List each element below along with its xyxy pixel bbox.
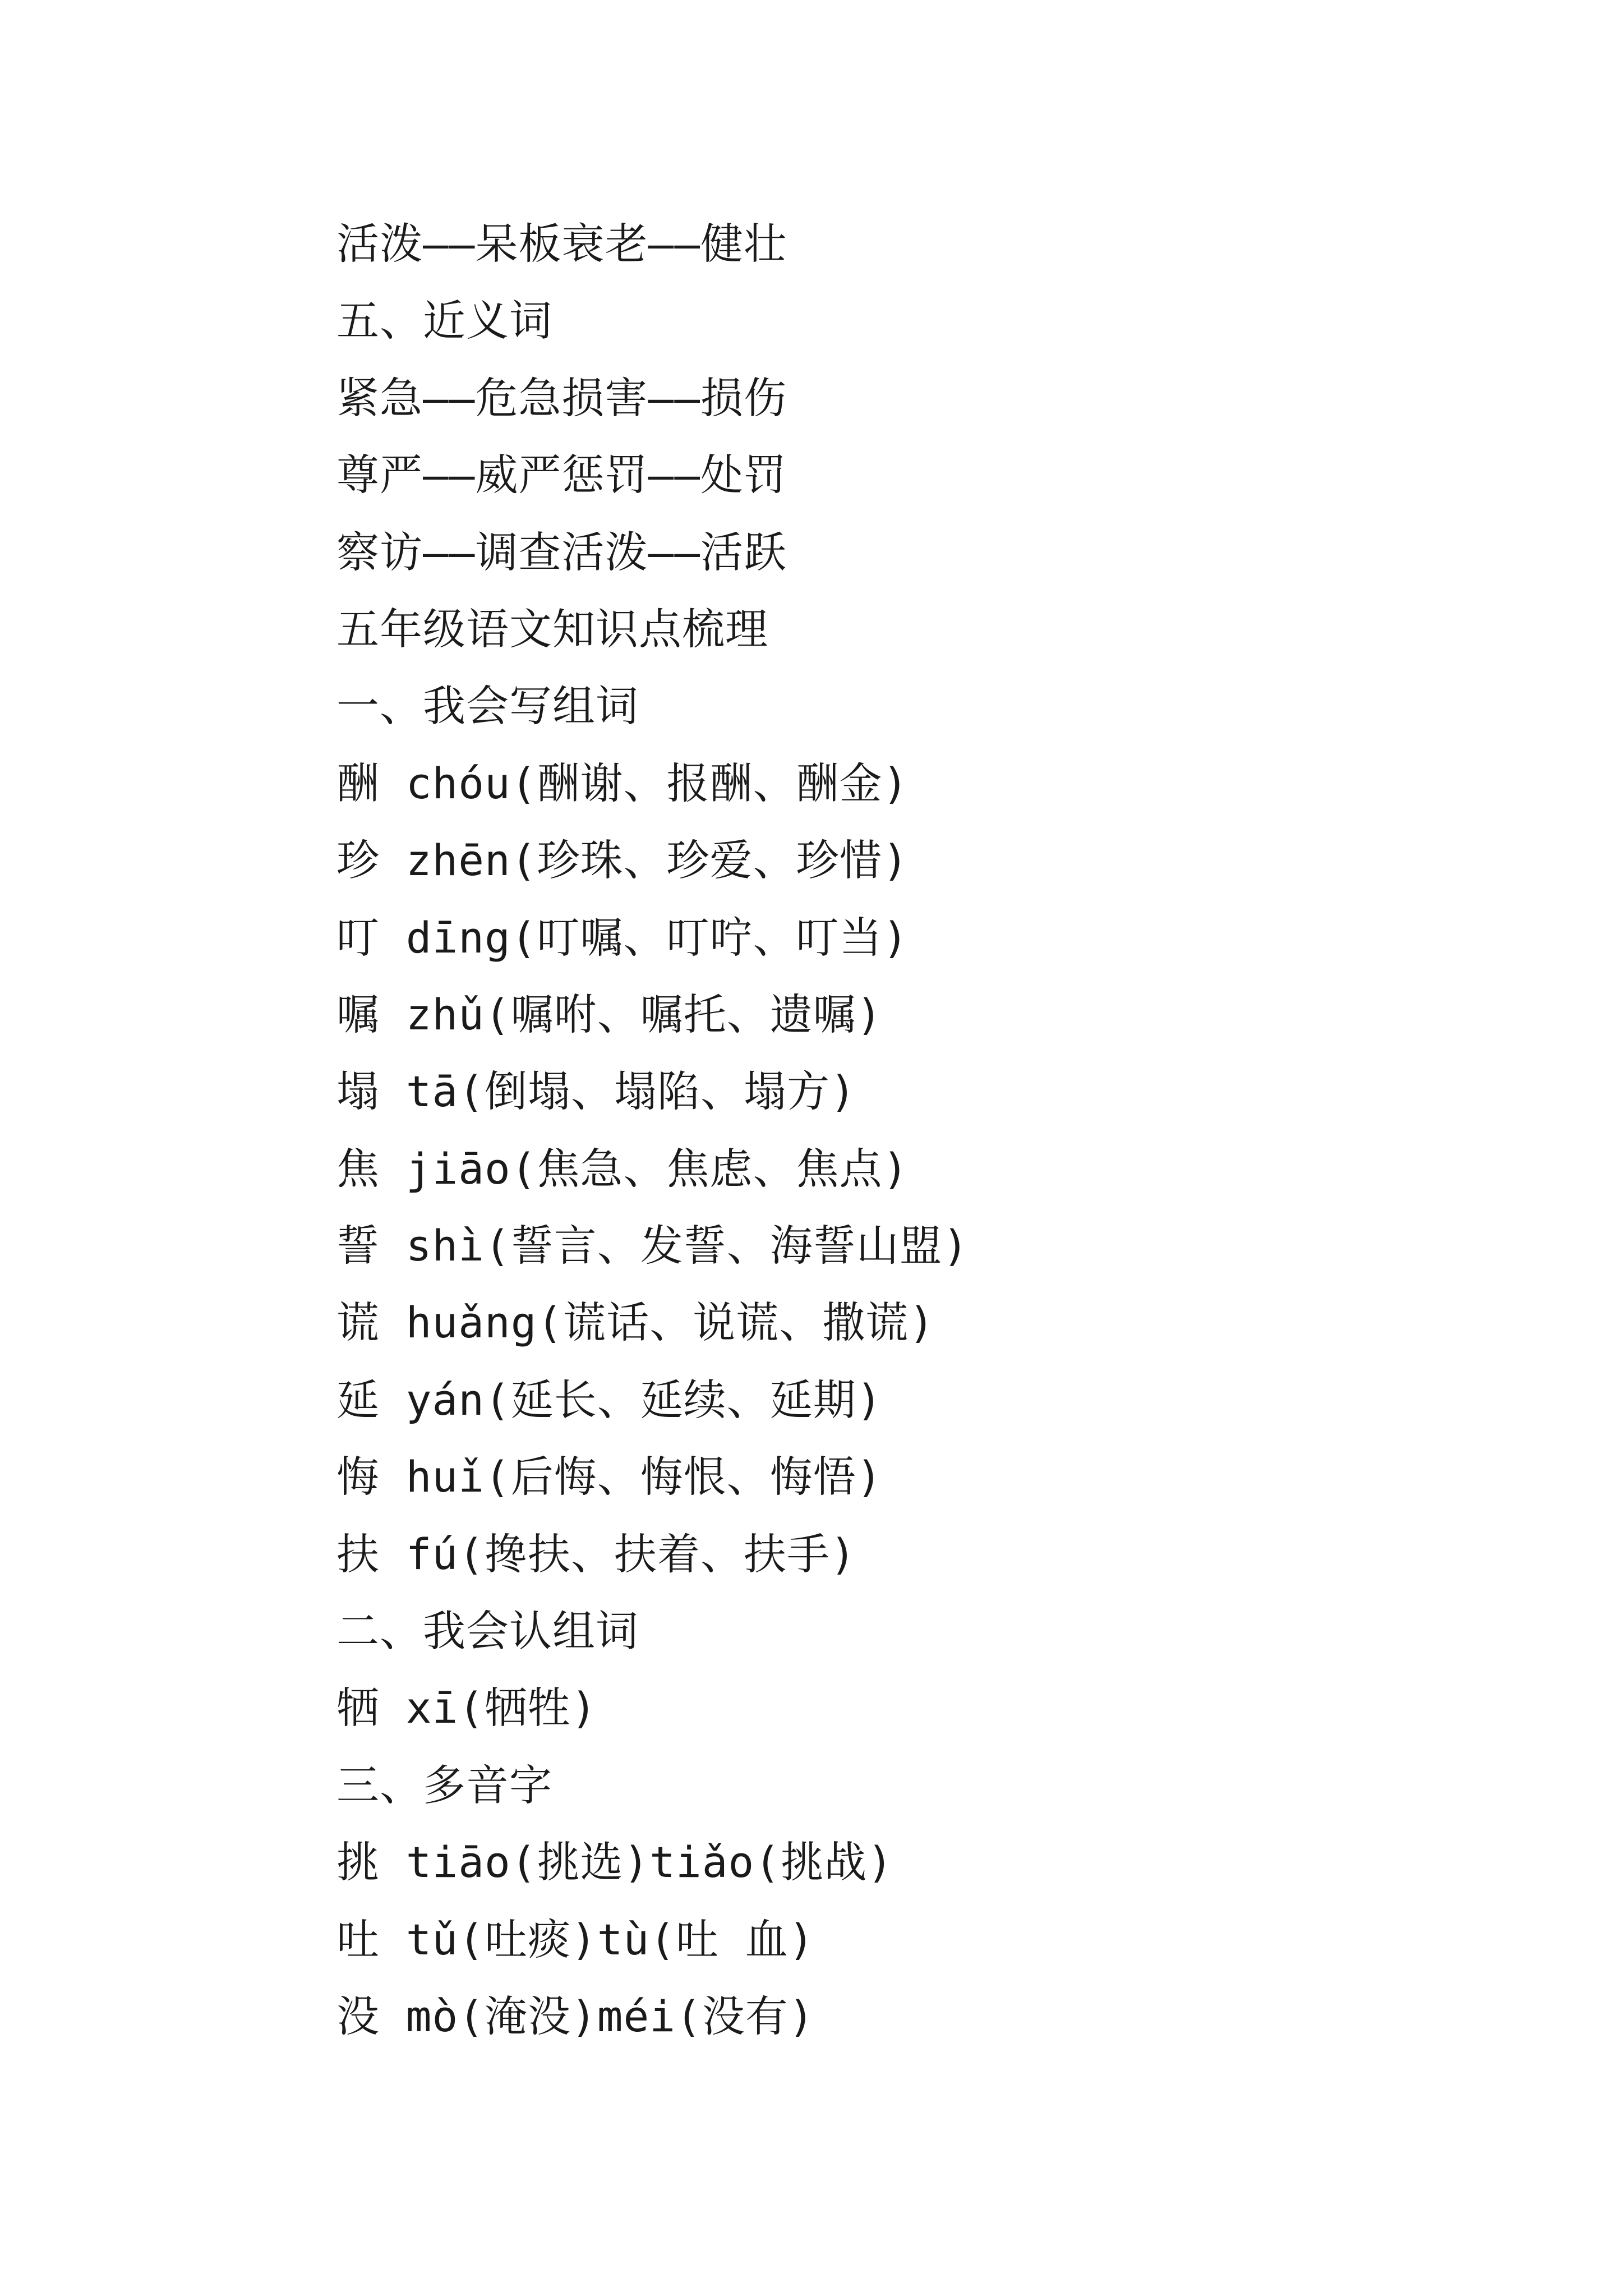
document-title: 五年级语文知识点梳理 — [336, 604, 768, 654]
polyphone-entry: 吐 tǔ(吐痰)tù(吐 血) — [336, 1914, 815, 1964]
vocab-entry: 珍 zhēn(珍珠、珍爱、珍惜) — [336, 835, 909, 886]
section-heading-polyphones: 三、多音字 — [336, 1760, 552, 1810]
section-heading-synonyms: 五、近义词 — [336, 296, 552, 346]
vocab-entry: 嘱 zhǔ(嘱咐、嘱托、遗嘱) — [336, 989, 883, 1039]
synonym-line: 察访——调查活泼——活跃 — [336, 527, 787, 577]
vocab-entry: 牺 xī(牺牲) — [336, 1683, 597, 1733]
antonym-line: 活泼——呆板衰老——健壮 — [336, 219, 787, 269]
vocab-entry: 焦 jiāo(焦急、焦虑、焦点) — [336, 1143, 909, 1194]
section-heading-write-words: 一、我会写组词 — [336, 681, 639, 731]
vocab-entry: 谎 huǎng(谎话、说谎、撒谎) — [336, 1297, 935, 1348]
vocab-entry: 酬 chóu(酬谢、报酬、酬金) — [336, 758, 909, 808]
document-body — [336, 205, 1514, 2055]
polyphone-entry: 挑 tiāo(挑选)tiǎo(挑战) — [336, 1837, 893, 1888]
vocab-entry: 悔 huǐ(后悔、悔恨、悔悟) — [336, 1452, 883, 1502]
section-heading-recognize-words: 二、我会认组词 — [336, 1606, 639, 1657]
polyphone-entry: 没 mò(淹没)méi(没有) — [336, 1991, 815, 2041]
synonym-line: 紧急——危急损害——损伤 — [336, 372, 787, 423]
vocab-entry: 誓 shì(誓言、发誓、海誓山盟) — [336, 1221, 969, 1271]
vocab-entry: 延 yán(延长、延续、延期) — [336, 1374, 883, 1425]
vocab-entry: 扶 fú(搀扶、扶着、扶手) — [336, 1529, 856, 1579]
synonym-line: 尊严——威严惩罚——处罚 — [336, 450, 787, 500]
vocab-entry: 塌 tā(倒塌、塌陷、塌方) — [336, 1066, 856, 1117]
vocab-entry: 叮 dīng(叮嘱、叮咛、叮当) — [336, 912, 909, 963]
